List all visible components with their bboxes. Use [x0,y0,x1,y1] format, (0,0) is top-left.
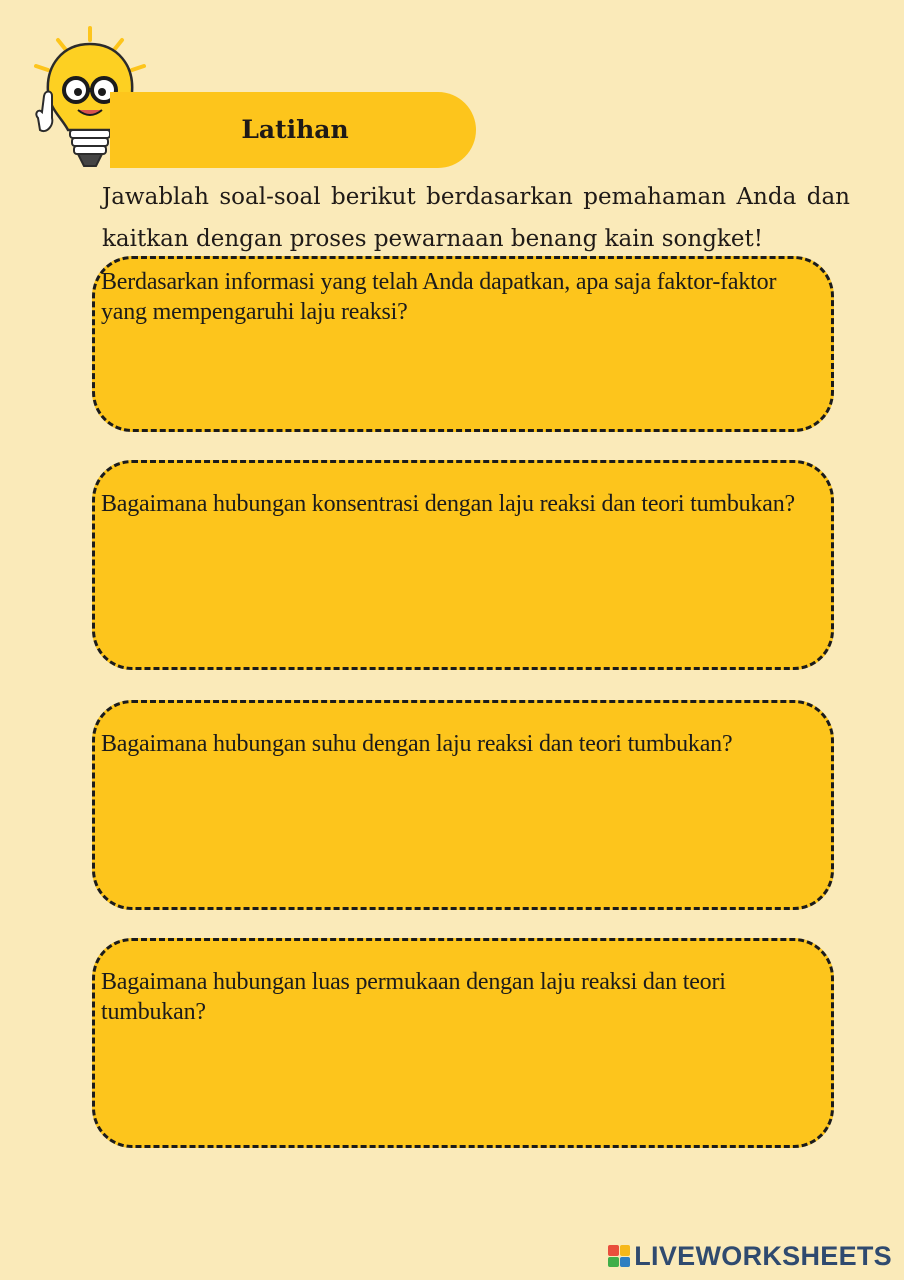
brand-logo [608,1242,892,1270]
question-box-4 [92,938,834,1148]
question-box-1 [92,256,834,432]
answer-input-1[interactable] [111,333,815,415]
liveworksheets-logo-icon [608,1245,630,1267]
question-text-3: Bagaimana hubungan suhu dengan laju reaksi dan teori tumbukan? [101,731,733,757]
question-text-2: Bagaimana hubungan konsentrasi dengan laju reaksi dan teori tumbukan? [101,491,795,517]
question-box-3 [92,700,834,910]
question-text-4: Bagaimana hubungan luas permukaan dengan laju reaksi dan teori tumbukan? [101,969,726,1025]
instruction-text: Jawablah soal-soal berikut berdasarkan pemahaman Anda dan kaitkan dengan proses pewarnaan benang kain songket! [102,184,850,252]
question-box-2 [92,460,834,670]
answer-input-4[interactable] [111,1037,815,1131]
answer-input-2[interactable] [111,559,815,653]
brand-name: LIVEWORKSHEETS [634,1240,892,1271]
title-banner [110,92,476,168]
answer-input-3[interactable] [111,799,815,893]
question-text-1: Berdasarkan informasi yang telah Anda dapatkan, apa saja faktor-faktor yang mempengaruhi laju reaksi? [101,269,777,325]
page-title: Latihan [241,115,349,144]
